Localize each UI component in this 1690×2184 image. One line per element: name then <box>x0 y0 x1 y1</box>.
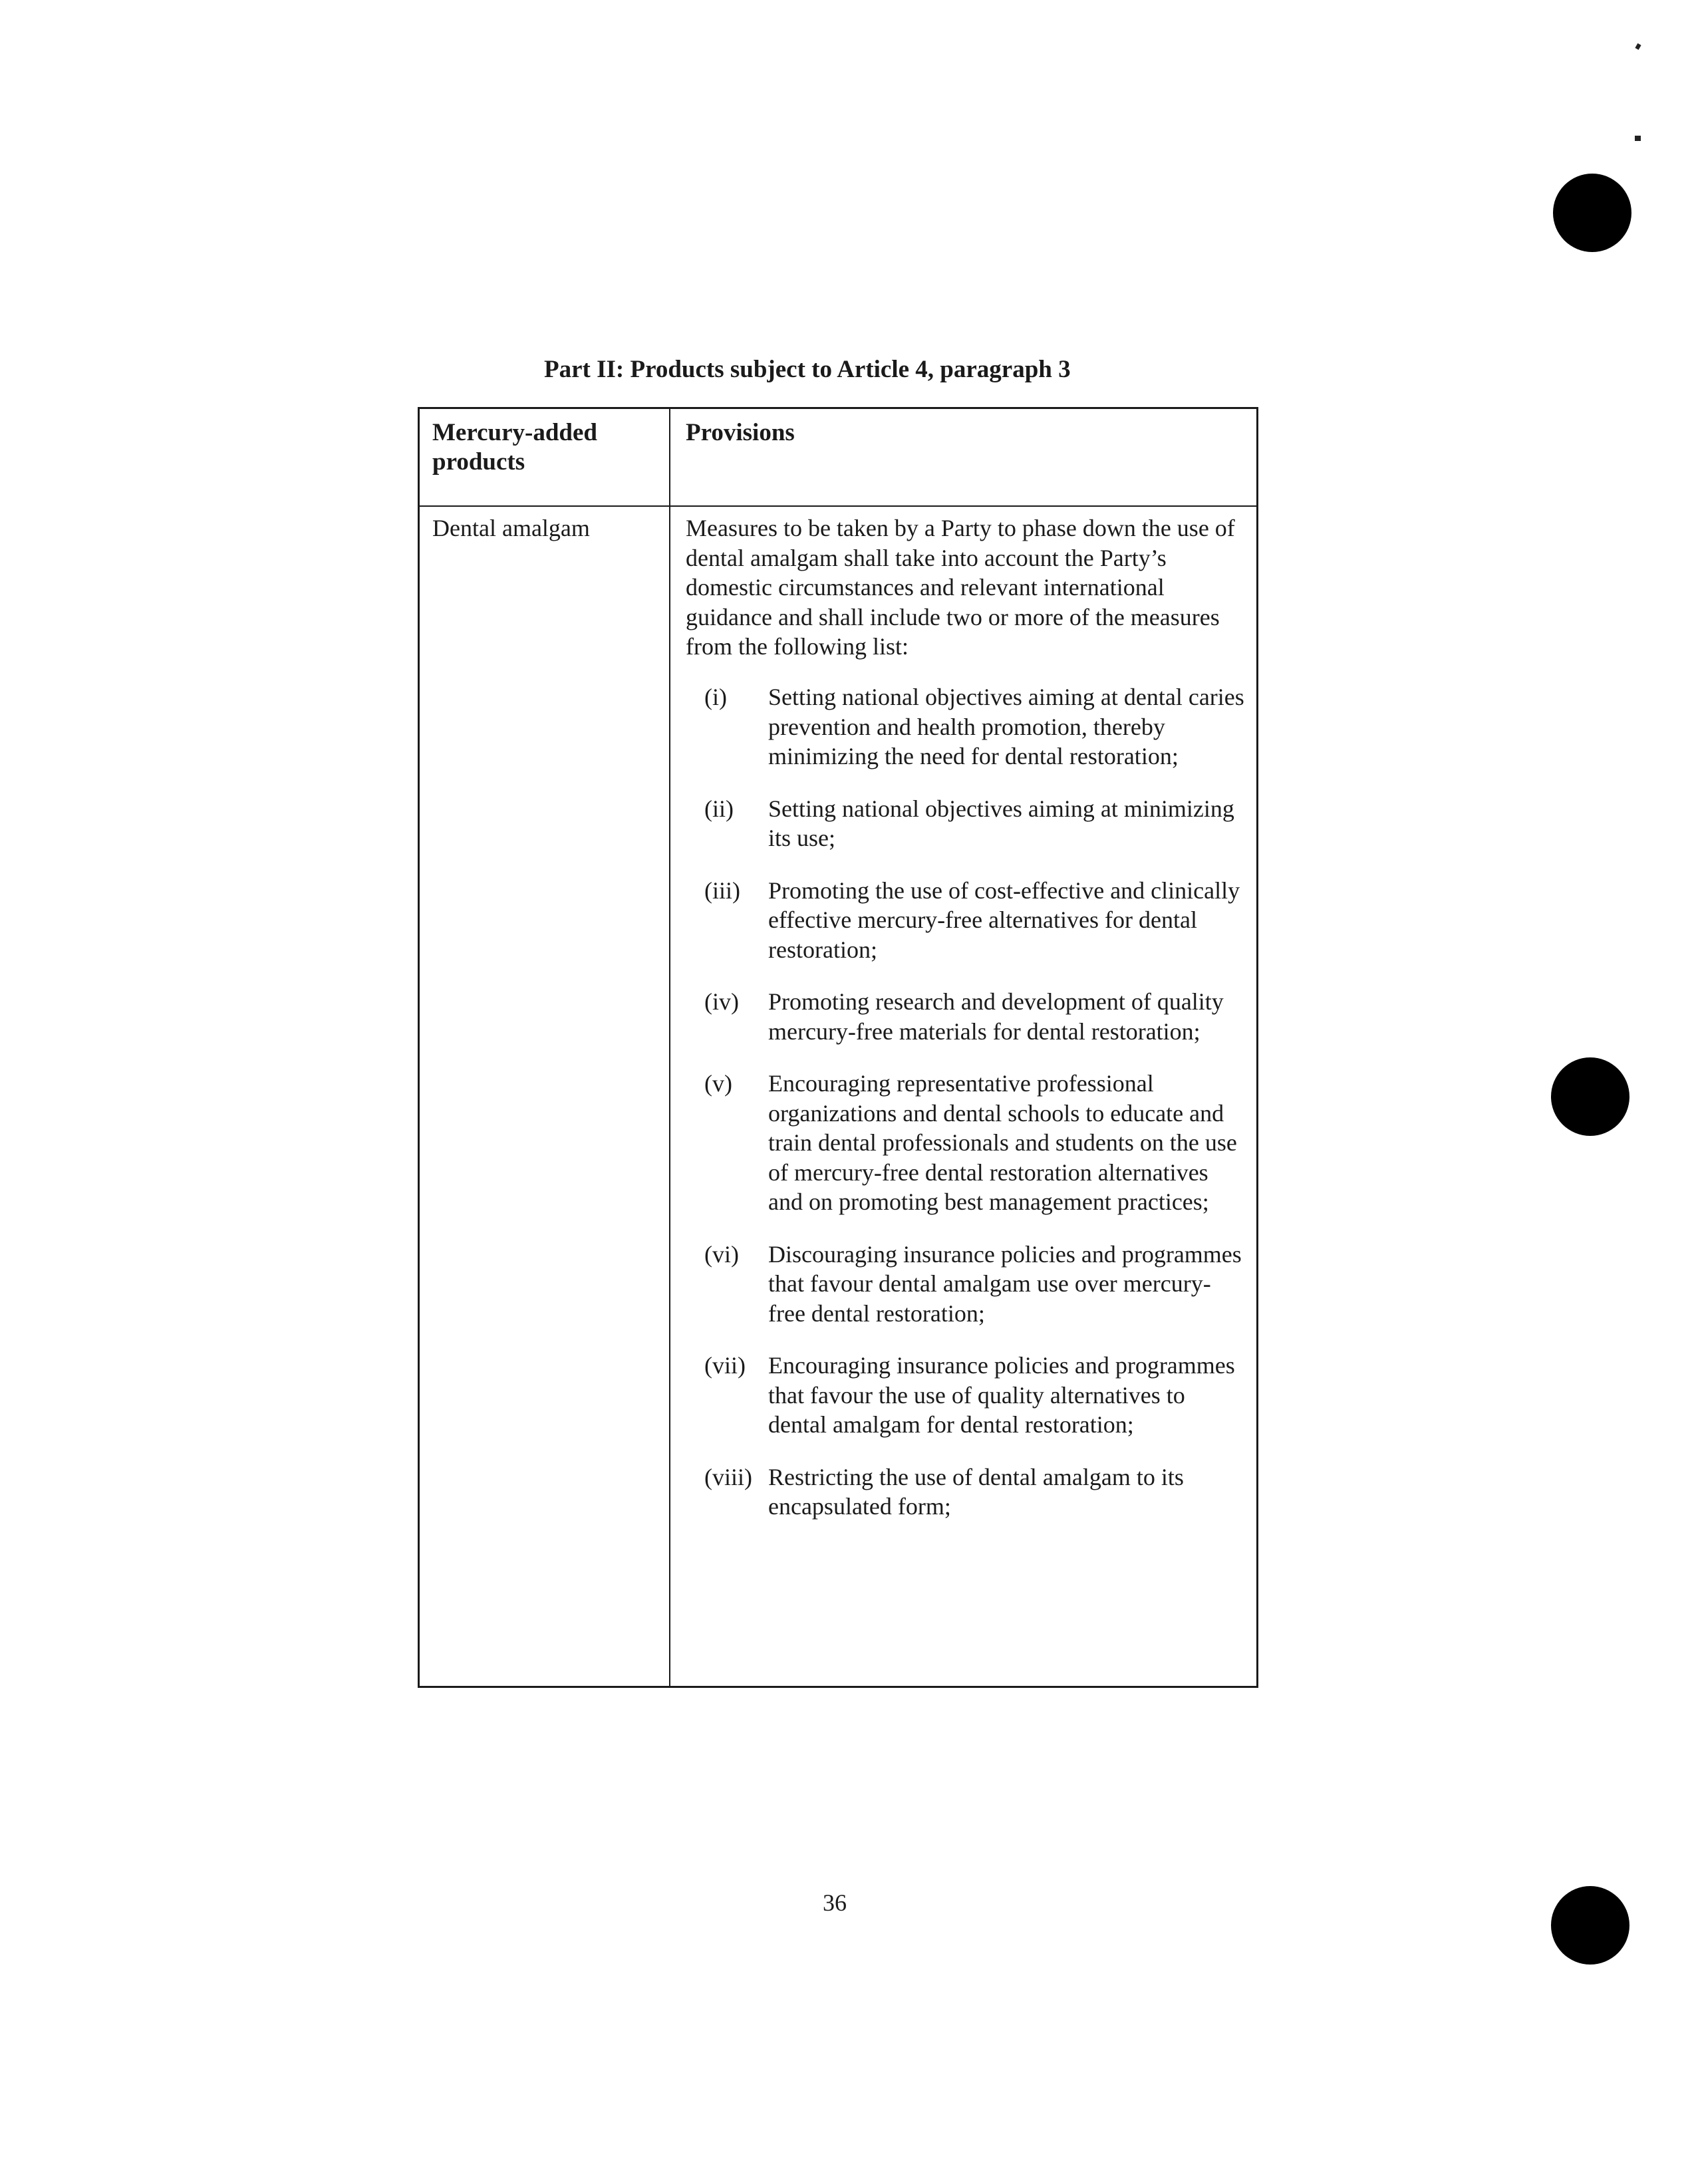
measures-list <box>704 682 1250 1544</box>
section-heading: Part II: Products subject to Article 4, paragraph 3 <box>544 356 1071 383</box>
item-number: (i) <box>704 684 727 710</box>
item-number: (viii) <box>704 1463 752 1490</box>
punch-hole-bottom <box>1551 1886 1629 1965</box>
product-name: Dental amalgam <box>432 515 590 541</box>
scan-speck <box>1635 136 1641 141</box>
scan-speck <box>1635 43 1641 50</box>
item-number: (v) <box>704 1070 732 1097</box>
provisions-table <box>418 407 1258 1688</box>
item-text: Discouraging insurance policies and programmes that favour dental amalgam use over mercury-free dental restoration; <box>768 1240 1242 1327</box>
item-number: (iv) <box>704 988 739 1015</box>
column-divider <box>669 409 670 1686</box>
list-item <box>704 794 1250 853</box>
list-item <box>704 987 1250 1046</box>
item-number: (vii) <box>704 1352 746 1379</box>
list-item <box>704 682 1250 771</box>
item-number: (vi) <box>704 1240 739 1268</box>
item-text: Promoting the use of cost-effective and clinically effective mercury-free alternatives for dental restoration; <box>768 877 1240 963</box>
list-item <box>704 1240 1250 1329</box>
list-item <box>704 1351 1250 1440</box>
item-text: Restricting the use of dental amalgam to its encapsulated form; <box>768 1463 1184 1520</box>
item-text: Promoting research and development of quality mercury-free materials for dental restoration; <box>768 988 1224 1045</box>
item-text: Encouraging insurance policies and programmes that favour the use of quality alternatives to dental amalgam for dental restoration; <box>768 1352 1235 1438</box>
punch-hole-middle <box>1551 1057 1629 1136</box>
header-divider <box>420 505 1256 507</box>
punch-hole-top <box>1553 174 1631 252</box>
item-text: Setting national objectives aiming at dental caries prevention and health promotion, thereby minimizing the need for dental restoration; <box>768 684 1244 769</box>
item-text: Setting national objectives aiming at minimizing its use; <box>768 795 1234 851</box>
header-provisions: Provisions <box>686 419 795 446</box>
list-item <box>704 876 1250 965</box>
provisions-intro: Measures to be taken by a Party to phase down the use of dental amalgam shall take into account the Party’s domestic circumstances and relevant international guidance and shall include two or more of the measures from the following list: <box>686 515 1235 660</box>
list-item <box>704 1069 1250 1217</box>
header-mercury-added-products: Mercury-added products <box>432 419 597 476</box>
list-item <box>704 1462 1250 1522</box>
item-text: Encouraging representative professional organizations and dental schools to educate and train dental professionals and students on the use of mercury-free dental restoration alternatives and on promoting best management practices; <box>768 1070 1237 1215</box>
page-number: 36 <box>823 1889 847 1916</box>
item-number: (iii) <box>704 877 740 904</box>
item-number: (ii) <box>704 795 734 822</box>
